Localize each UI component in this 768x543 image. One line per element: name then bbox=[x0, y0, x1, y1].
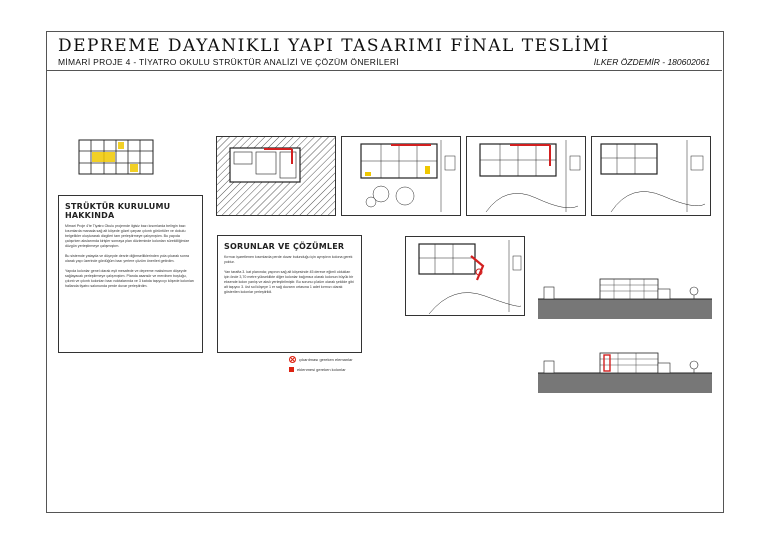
header-divider bbox=[46, 70, 722, 71]
floor-plan-3 bbox=[591, 136, 711, 216]
page-title: DEPREME DAYANIKLI YAPI TASARIMI FİNAL TESLİMİ bbox=[58, 36, 610, 56]
problems-paragraph-1: Kırmızı işaretlenen kısımlarda perde duvar bulunduğu için ayrıştırın kolona gerek yoktur. bbox=[224, 255, 353, 264]
key-plan-drawing bbox=[78, 139, 154, 175]
legend-add bbox=[289, 367, 346, 372]
floor-plan-1 bbox=[341, 136, 461, 216]
problems-solutions-panel bbox=[217, 235, 362, 353]
legend-remove-label: çıkarılması gereken elemanlar bbox=[299, 357, 353, 362]
legend-add-label: eklenmesi gereken kolonlar bbox=[297, 367, 346, 372]
page-subtitle: MİMARİ PROJE 4 - TİYATRO OKULU STRÜKTÜR ANALİZİ VE ÇÖZÜM ÖNERİLERİ bbox=[58, 57, 399, 67]
structure-paragraph-2: Bu sistemde yatayda ve düşeyde derzle diğimselliklerinden yola çıkarak sonra olarak yapı üzerinde gördüğüm bazı yerlere çözüm önerileri getirdim. bbox=[65, 254, 190, 263]
structure-paragraph-3: Yapıda kolonlar genel olarak eşit mesafede ve depreme maksimum düşeyde sağlayacak yerleştirmeye çalışmıştım. Planda asansör ve merdiven boşluğu, çıkıntı ve çıkıntı kolonları bazı noktalarında ve 3 katıda taşıyıcıyı köşede kolonları hallanda tiyatro salonunda perde duvar yerleştirdim. bbox=[65, 269, 195, 288]
section-drawing-1 bbox=[538, 277, 712, 319]
site-plan-hatched bbox=[216, 136, 336, 216]
structure-panel-title: STRÜKTÜR KURULUMU HAKKINDA bbox=[65, 202, 171, 220]
add-column-icon bbox=[289, 367, 294, 372]
section-drawing-2 bbox=[538, 351, 712, 393]
problems-panel-title: SORUNLAR VE ÇÖZÜMLER bbox=[224, 242, 345, 251]
legend-remove bbox=[289, 356, 353, 363]
remove-marker-icon bbox=[289, 356, 296, 363]
structure-info-panel bbox=[58, 195, 203, 353]
floor-plan-2 bbox=[466, 136, 586, 216]
author-label: İLKER ÖZDEMİR - 180602061 bbox=[593, 57, 710, 67]
floor-plan-problem bbox=[405, 236, 525, 316]
problems-paragraph-2: Yan tarafta 3. kat planında; yapının sağ alt köşesinde 45 derece eğimli oldukları için önde 3,70 metre yükseklikte diğer kolonlar bağımsız olarak kolonun büyük bir eksende kolon yanlış ve akslı yerleştirilmiştir. Bu sorunu çözüm olarak şekilde gibi alt taşıyıcı 3. üst sol köşeye 1 er sağ duvarın ortasına 1 adet kırmızı olarak gösterilen kolonlar yerleştirildi. bbox=[224, 270, 354, 294]
structure-paragraph-1: Mimari Proje 4'te Tiyatro Okulu projemde ilgisiz bazı kısımlarda belirgin bazı kısımlarda manada sağ alt köşede güzel çarpan çıkıntı görüntüler ve dokulu belgelikler oluşturarak dizgileri tam yerleştirmeye çalışmıştım. Bu yapıda çalışırken akslarımda kirişler sonraya plan düzleminde kolonları sürekliliğimize düzgün yerleştirmeye çalışmıştım. bbox=[65, 224, 190, 248]
